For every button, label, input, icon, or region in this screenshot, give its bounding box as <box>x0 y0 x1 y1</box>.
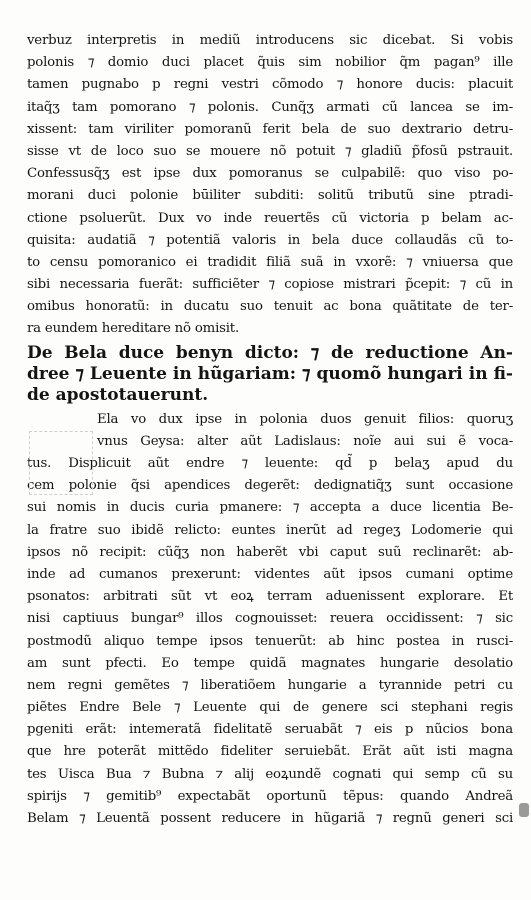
text-line: Confessusq̃ʒ est ipse dux pomoranus se culpabilẽ: quo viso po- <box>27 166 513 182</box>
text-line: Ela vo dux ipse in polonia duos genuit filios: quoruʒ <box>97 411 513 427</box>
text-line: nisi captiuus bungar⁹ illos cognouisset: reuera occidissent: ⁊ sic <box>27 611 513 627</box>
text-line: inde ad cumanos prexerunt: videntes aũt ipsos cumani optime <box>27 566 513 582</box>
text-line: spirijs ⁊ gemitib⁹ expectabãt oportunũ tẽpus: quando Andreã <box>27 788 513 804</box>
text-line: polonis ⁊ domio duci placet q̃uis sim nobilior q̃m pagan⁹ ille <box>27 55 513 71</box>
text-line: ra eundem hereditare nõ omisit. <box>27 321 239 337</box>
dropcap-space <box>29 431 93 495</box>
text-line: ctione psoluerũt. Dux vo inde reuertẽs cũ victoria p belam ac- <box>27 210 513 226</box>
text-line: psonatos: arbitrati sũt vt eoꝝ terram aduenissent explorare. Et <box>27 589 513 605</box>
page-edge-mark <box>519 803 529 817</box>
text-line: pgeniti erãt: intemeratã fidelitatẽ seruabãt ⁊ eis p nũcios bona <box>27 722 513 738</box>
text-line: vnus Geysa: alter aũt Ladislaus: noĩe aui sui ẽ voca- <box>97 433 513 449</box>
text-line: cem polonie q̃si apendices degerẽt: dedignatiq̃ʒ sunt occasione <box>27 478 513 494</box>
text-line: tes Uisca Bua ⁊ Bubna ⁊ alij eoꝝundẽ cognati qui semp cũ su <box>27 766 513 782</box>
text-block <box>27 30 513 830</box>
text-line: piẽtes Endre Bele ⁊ Leuente qui de genere sci stephani regis <box>27 700 513 716</box>
text-line: itaq̃ʒ tam pomorano ⁊ polonis. Cunq̃ʒ armati cũ lancea se im- <box>27 99 513 115</box>
text-line: verbuz interpretis in mediũ introducens sic dicebat. Si vobis <box>27 33 513 48</box>
heading-line: dree ⁊ Leuente in hũgariam: ⁊ quomõ hungari in fi- <box>27 363 513 384</box>
chapter-heading <box>27 343 513 406</box>
text-line: omibus honoratũ: in ducatu suo tenuit ac bona quãtitate de ter- <box>27 299 513 315</box>
text-line: tamen pugnabo p regni vestri cõmodo ⁊ honore ducis: placuit <box>27 77 513 93</box>
text-line: sisse vt de loco suo se mouere nõ potuit ⁊ gladiũ p̃fosũ pstrauit. <box>27 143 513 159</box>
text-line: tus. Displicuit aũt endre ⁊ leuente: qd̃ p belaʒ apud du <box>27 456 513 471</box>
text-line: am sunt pfecti. Eo tempe quidã magnates hungarie desolatio <box>27 655 513 671</box>
paragraph-1 <box>27 30 513 341</box>
text-line: ipsos nõ recipit: cũq̃ʒ non haberẽt vbi caput suũ reclinarẽt: ab- <box>27 544 513 560</box>
heading-line: de apostotauerunt. <box>27 384 209 405</box>
text-line: nem regni gemẽtes ⁊ liberatiõem hungarie a tyrannide petri cu <box>27 677 513 693</box>
text-line: to censu pomoranico ei tradidit filiã suã in vxorẽ: ⁊ vniuersa que <box>27 254 513 270</box>
text-line: xissent: tam viriliter pomoranũ ferit bela de suo dextrario detru- <box>27 121 513 137</box>
text-line: sui nomis in ducis curia pmanere: ⁊ accepta a duce licentia Be- <box>27 500 513 516</box>
text-line: que hre poterãt mittẽdo fideliter seruiebãt. Erãt aũt isti magna <box>27 744 513 760</box>
paragraph-2 <box>27 409 513 831</box>
text-line: postmodũ aliquo tempe ipsos tenuerũt: ab hinc postea in rusci- <box>27 633 513 649</box>
text-line: morani duci polonie būiliter subditi: solitũ tributũ sine ptradi- <box>27 188 513 204</box>
heading-line: De Bela duce benyn dicto: ⁊ de reductione An- <box>27 342 513 363</box>
text-line: Belam ⁊ Leuentã possent reducere in hũgariã ⁊ regnũ generi sci <box>27 811 513 826</box>
text-line: quisita: audatiã ⁊ potentiã valoris in bela duce collaudãs cũ to- <box>27 232 513 248</box>
text-line: la fratre suo ibidẽ relicto: euntes inerũt ad regeʒ Lodomerie qui <box>27 522 513 538</box>
text-line: sibi necessaria fuerãt: sufficiẽter ⁊ copiose mistrari p̃cepit: ⁊ cũ in <box>27 277 513 293</box>
